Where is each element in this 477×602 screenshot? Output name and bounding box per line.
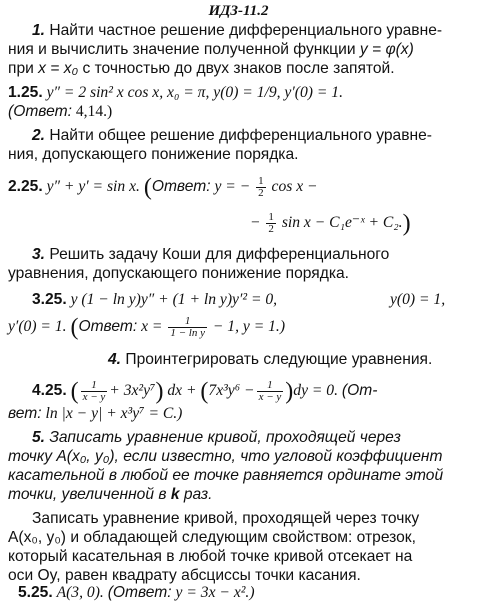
close-paren: ) bbox=[155, 378, 164, 405]
task1-line2 bbox=[8, 41, 470, 59]
task5-line2: точку A(x₀, y₀), если известно, что угловой коэффициент bbox=[8, 448, 443, 465]
task3-answer-line bbox=[8, 316, 470, 339]
task3-answer-fraction bbox=[168, 316, 207, 339]
task2-answer-part1: y = − bbox=[214, 178, 251, 196]
task1-text3a: при bbox=[8, 60, 39, 77]
task4-answer-label: (От- bbox=[341, 382, 378, 400]
fraction-numerator: 1 bbox=[258, 175, 264, 187]
task1-line3 bbox=[8, 60, 470, 78]
task3-answer-b: − 1, y = 1.) bbox=[212, 318, 286, 336]
task5-answer-label: (Ответ: bbox=[107, 584, 172, 601]
task2-answer-part2b: sin x − C₁e⁻ˣ + C₂. bbox=[281, 214, 403, 232]
task3-text2: уравнения, допускающего понижение порядка. bbox=[8, 265, 350, 282]
task2-number: 2. bbox=[32, 127, 46, 144]
task1-example-number: 1.25. bbox=[8, 84, 43, 101]
task4-fraction-2 bbox=[257, 380, 284, 403]
document-title: ИДЗ-11.2 bbox=[208, 3, 269, 19]
task3-example-equation: y (1 − ln y)y″ + (1 + ln y)y′² = 0, bbox=[70, 291, 278, 308]
task2-text2: ния, допускающего понижение порядка. bbox=[8, 146, 299, 163]
fraction-denominator: x − y bbox=[82, 391, 106, 403]
task4-example-number: 4.25. bbox=[32, 382, 67, 400]
task2-text1: Найти общее решение дифференциального уравне- bbox=[49, 127, 432, 144]
task5-k: k bbox=[170, 486, 180, 503]
task5-example-point: A(3, 0). bbox=[56, 584, 104, 601]
task3-answer-a: x = bbox=[141, 318, 163, 336]
task2-half-fraction bbox=[256, 176, 266, 199]
task4-eq-part4: dy = 0. bbox=[293, 382, 338, 400]
task4-example bbox=[32, 380, 472, 403]
task5-text4c: раз. bbox=[179, 486, 213, 503]
task4-eq-part2: dx + bbox=[167, 382, 197, 400]
task3-example-number: 3.25. bbox=[32, 291, 67, 308]
fraction-denominator: 1 − ln y bbox=[170, 327, 205, 339]
open-paren: ( bbox=[200, 378, 209, 405]
task2-answer-part2a: − bbox=[250, 214, 265, 232]
task3-condition2: y′(0) = 1. bbox=[8, 318, 67, 336]
task5-example bbox=[18, 584, 477, 602]
task5-answer-value: y = 3x − x².) bbox=[175, 584, 255, 601]
fraction-denominator: x − y bbox=[258, 391, 282, 403]
task1-example-equation: y″ = 2 sin² x cos x, x₀ = π, y(0) = 1/9, y′(0) = 1. bbox=[46, 84, 343, 101]
task5-line4 bbox=[8, 486, 470, 504]
task2-example-number: 2.25. bbox=[8, 178, 43, 196]
task5-line1 bbox=[32, 429, 472, 447]
task5-number: 5. bbox=[32, 429, 46, 446]
task5-para2-line4: оси Oy, равен квадрату абсциссы точки касания. bbox=[8, 567, 361, 584]
task2-answer-part1b: cos x − bbox=[271, 178, 318, 196]
close-paren: ) bbox=[285, 378, 294, 405]
task3-number: 3. bbox=[32, 246, 46, 263]
fraction-numerator: 1 bbox=[81, 380, 108, 392]
task5-line3: касательной в любой ее точке равняется ординате этой bbox=[8, 467, 444, 484]
task2-example bbox=[8, 176, 470, 199]
task1-text1: Найти частное решение дифференциального уравне- bbox=[49, 22, 443, 39]
fraction-numerator: 1 bbox=[257, 380, 284, 392]
fraction-numerator: 1 bbox=[268, 211, 274, 223]
task1-x0: x = x₀ bbox=[38, 60, 79, 77]
task3-text1: Решить задачу Коши для дифференциального bbox=[49, 246, 390, 263]
task3-line2 bbox=[8, 265, 470, 283]
task4-answer bbox=[8, 405, 470, 423]
task3-answer-label: Ответ: bbox=[78, 318, 138, 336]
task1-answer-value: 4,14.) bbox=[75, 103, 113, 120]
task2-answer-open-paren: ( bbox=[143, 174, 152, 201]
task4-number: 4. bbox=[108, 351, 122, 368]
task2-line1 bbox=[32, 127, 472, 145]
task1-answer-label: (Ответ: bbox=[8, 103, 72, 120]
task4-line1 bbox=[108, 351, 468, 369]
task2-half-fraction-2 bbox=[266, 212, 276, 235]
task2-answer-label: Ответ: bbox=[151, 178, 211, 196]
task5-para2-line1: Записать уравнение кривой, проходящей через точку bbox=[32, 510, 420, 527]
task1-text2: ния и вычислить значение полученной функции bbox=[8, 41, 360, 58]
task2-answer-line2 bbox=[250, 212, 470, 235]
task1-example bbox=[8, 84, 470, 102]
task3-line1 bbox=[32, 246, 472, 264]
task1-line1 bbox=[32, 22, 472, 40]
task1-number: 1. bbox=[32, 22, 46, 39]
task5-text4a: точки, увеличенной в bbox=[8, 486, 171, 503]
fraction-numerator: 1 bbox=[168, 316, 207, 328]
fraction-denominator: 2 bbox=[258, 187, 264, 199]
task5-example-number: 5.25. bbox=[18, 584, 53, 601]
task3-condition1: y(0) = 1, bbox=[390, 291, 446, 308]
open-paren: ( bbox=[70, 378, 79, 405]
task3-example bbox=[32, 291, 472, 309]
task4-text1: Проинтегрировать следующие уравнения. bbox=[125, 351, 433, 368]
task4-answer-label2: вет: bbox=[8, 405, 42, 422]
task2-example-equation: y″ + y′ = sin x. bbox=[46, 178, 140, 196]
task1-text3c: с точностью до двух знаков после запятой. bbox=[78, 60, 395, 77]
fraction-denominator: 2 bbox=[268, 223, 274, 235]
task5-text1: Записать уравнение кривой, проходящей через bbox=[49, 429, 401, 446]
task4-eq-part1: + 3x²y⁷ bbox=[109, 382, 156, 400]
task2-line2 bbox=[8, 146, 470, 164]
task1-answer bbox=[8, 103, 470, 121]
task4-answer-value: ln |x − y| + x³y⁷ = C.) bbox=[45, 405, 183, 422]
task2-answer-close-paren: ) bbox=[402, 210, 411, 237]
task5-para2-line3: который касательная в любой точке кривой отсекает на bbox=[8, 548, 413, 565]
task4-fraction-1 bbox=[81, 380, 108, 403]
task4-eq-part3: 7x³y⁶ − bbox=[208, 382, 255, 400]
task1-func: y = φ(x) bbox=[359, 41, 414, 58]
task3-answer-open-paren: ( bbox=[70, 314, 79, 341]
task5-para2-line2: A(x₀, y₀) и обладающей следующим свойством: отрезок, bbox=[8, 529, 416, 546]
